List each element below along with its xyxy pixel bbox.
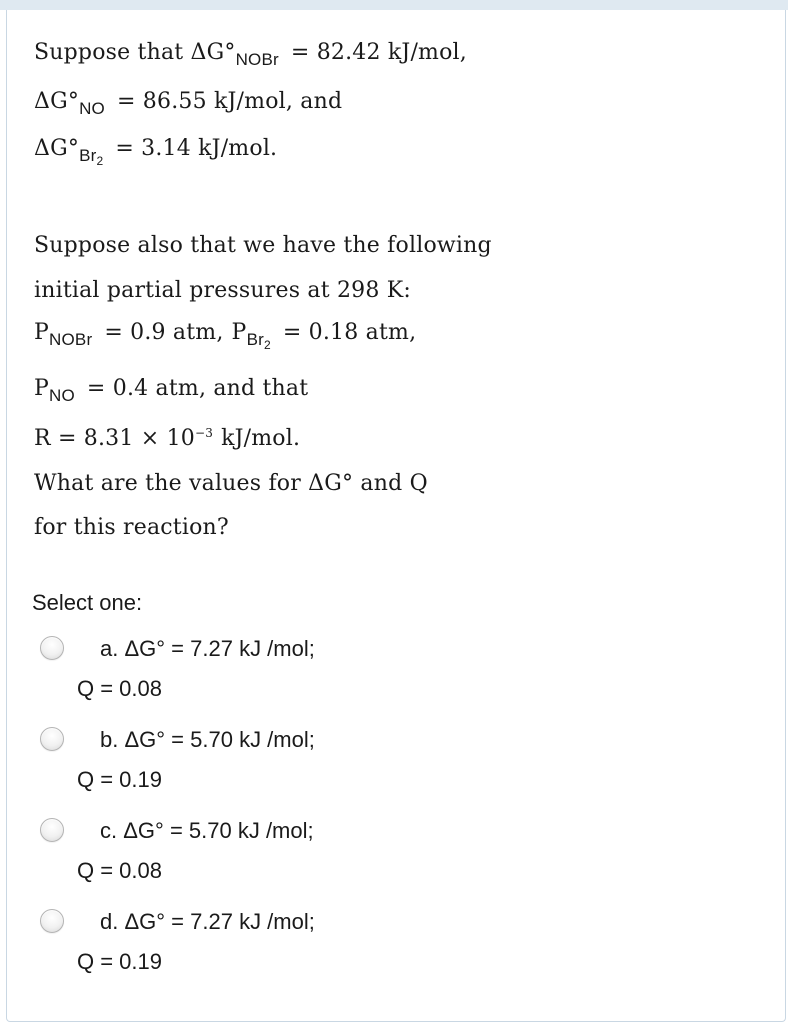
question-line-5: initial partial pressures at 298 K:: [34, 278, 411, 303]
question-line-6: [34, 320, 417, 352]
answer-option-d[interactable]: [0, 909, 788, 989]
question-line-8: [34, 428, 300, 450]
subscript-br: Br: [79, 146, 97, 165]
question-line-7: [34, 376, 309, 405]
pressure-no-value: = 0.4 atm, and that: [86, 376, 309, 401]
option-d-line-1[interactable]: d. ΔG° = 7.27 kJ /mol;: [100, 909, 315, 934]
delta-g-nobr-value: = 82.42 kJ/mol,: [290, 40, 467, 65]
delta-g-label: ΔG°: [34, 89, 80, 114]
option-b-line-1[interactable]: b. ΔG° = 5.70 kJ /mol;: [100, 727, 315, 752]
option-a-line-1[interactable]: a. ΔG° = 7.27 kJ /mol;: [100, 636, 315, 661]
question-line-4: Suppose also that we have the following: [34, 233, 492, 258]
subscript-nobr: NOBr: [235, 50, 279, 69]
subscript-no: NO: [79, 99, 105, 118]
pressure-symbol: P: [34, 376, 50, 401]
subscript-2: 2: [263, 338, 271, 352]
answer-option-c[interactable]: [0, 818, 788, 898]
option-b-line-2[interactable]: Q = 0.19: [77, 767, 163, 792]
option-a-line-2[interactable]: Q = 0.08: [77, 676, 163, 701]
pressure-br2-value: = 0.18 atm,: [282, 320, 417, 345]
gas-constant-prefix: R = 8.31 × 10: [34, 426, 195, 451]
radio-button-d[interactable]: [40, 909, 64, 933]
subscript-nobr: NOBr: [49, 330, 93, 349]
gas-constant-unit: kJ/mol.: [221, 426, 301, 451]
select-one-label: Select one:: [32, 590, 143, 615]
question-line-10: for this reaction?: [34, 515, 229, 540]
question-line-3: [34, 136, 278, 168]
top-bar: [0, 0, 788, 10]
question-line-1: [34, 40, 467, 69]
subscript-br2: [246, 330, 271, 352]
option-c-line-2[interactable]: Q = 0.08: [77, 858, 163, 883]
radio-button-a[interactable]: [40, 636, 64, 660]
subscript-br2: [79, 146, 104, 168]
pressure-symbol: P: [34, 320, 50, 345]
subscript-br: Br: [246, 330, 264, 349]
question-line-9: What are the values for ΔG° and Q: [34, 471, 428, 496]
question-line-2: [34, 89, 343, 118]
subscript-no: NO: [49, 386, 75, 405]
delta-g-label: ΔG°: [34, 136, 80, 161]
delta-g-label: Suppose that ΔG°: [34, 40, 236, 65]
option-d-line-2[interactable]: Q = 0.19: [77, 949, 163, 974]
answer-option-b[interactable]: [0, 727, 788, 807]
pressure-nobr-value: = 0.9 atm,: [104, 320, 224, 345]
option-c-line-1[interactable]: c. ΔG° = 5.70 kJ /mol;: [100, 818, 314, 843]
pressure-symbol: P: [231, 320, 247, 345]
radio-button-b[interactable]: [40, 727, 64, 751]
exponent: −3: [194, 426, 214, 440]
delta-g-no-value: = 86.55 kJ/mol, and: [116, 89, 343, 114]
subscript-2: 2: [96, 154, 104, 168]
answer-option-a[interactable]: [0, 636, 788, 716]
delta-g-br2-value: = 3.14 kJ/mol.: [115, 136, 278, 161]
radio-button-c[interactable]: [40, 818, 64, 842]
